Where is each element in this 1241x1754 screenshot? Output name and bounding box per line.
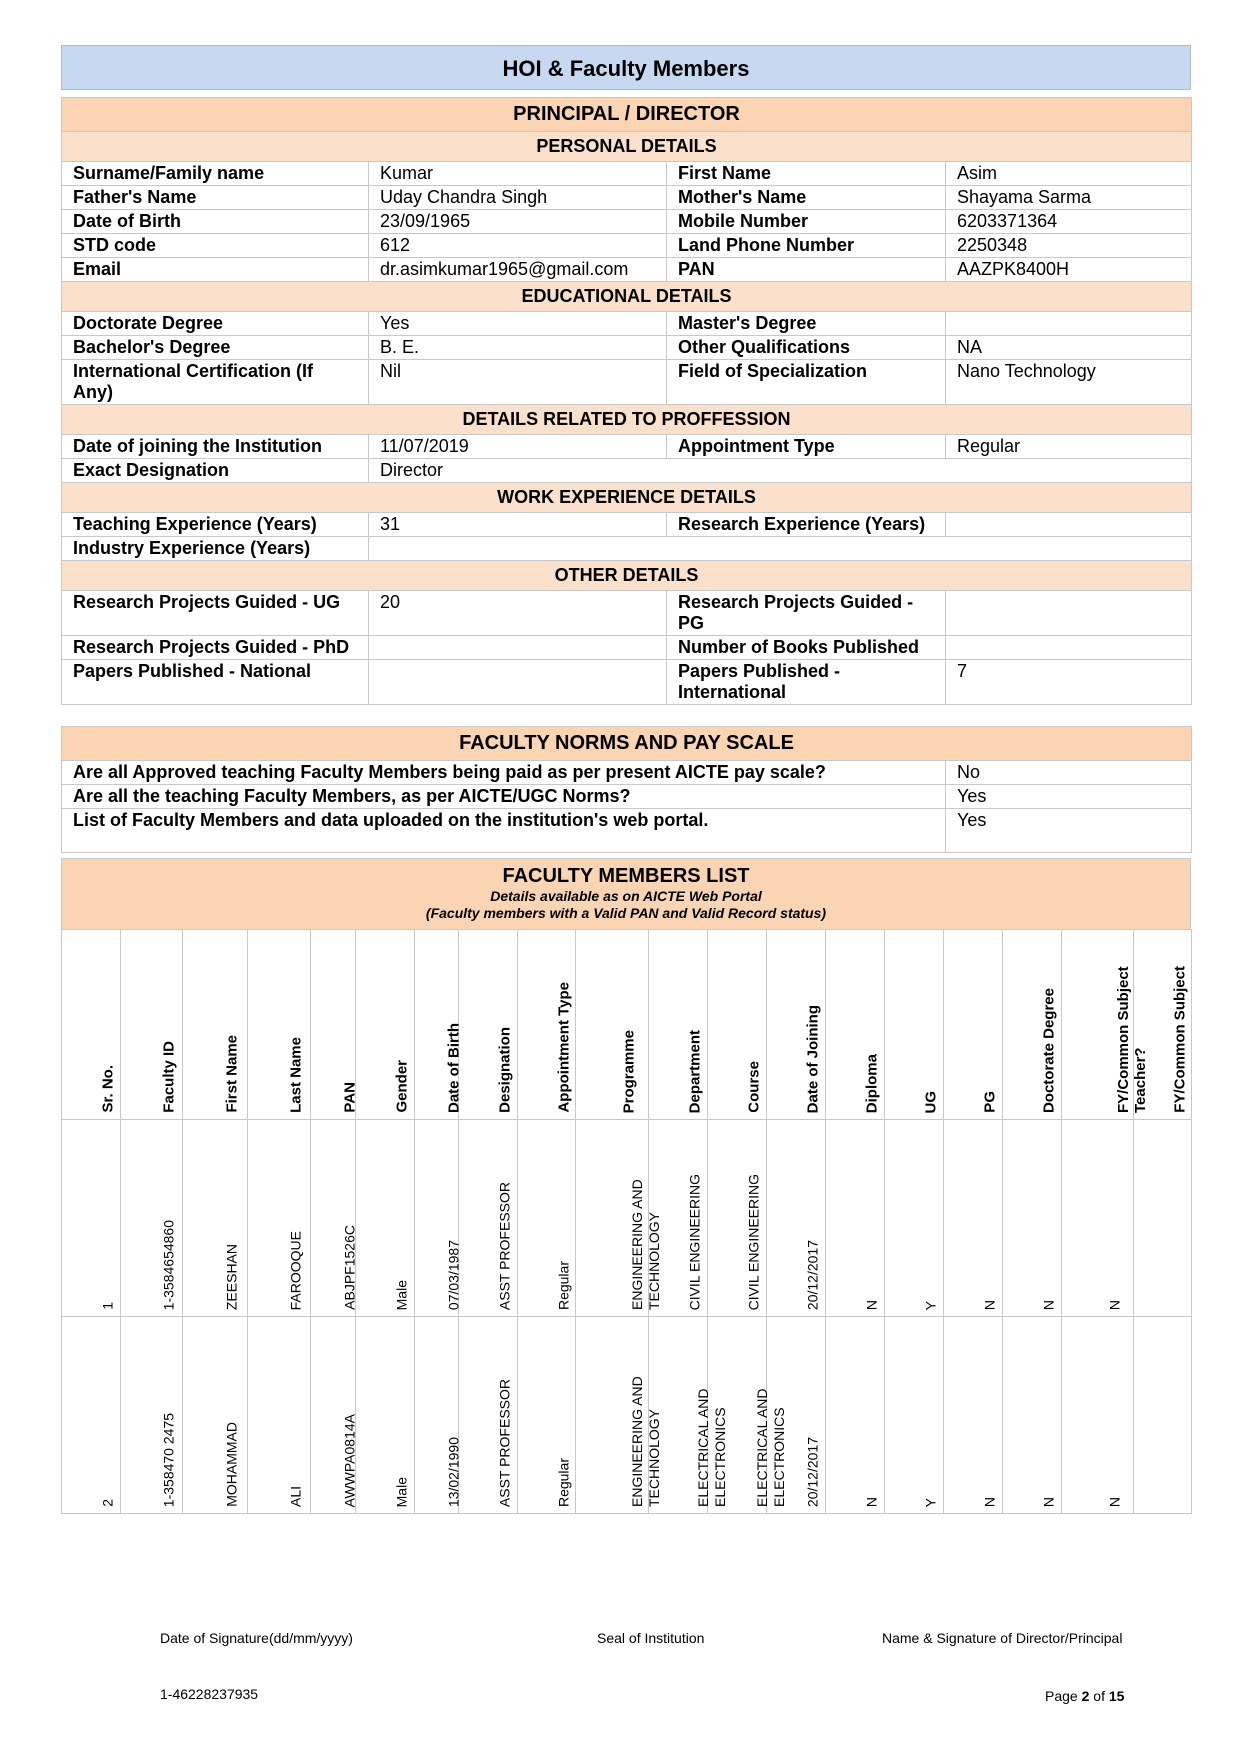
label: Bachelor's Degree — [62, 336, 369, 360]
label: Other Qualifications — [667, 336, 946, 360]
column-header — [1003, 930, 1062, 1120]
value — [369, 660, 667, 705]
norms-question: Are all the teaching Faculty Members, as per AICTE/UGC Norms? — [62, 785, 946, 809]
personal-row — [62, 234, 1192, 258]
cell-text: 1 — [99, 1302, 116, 1310]
profession-row — [62, 435, 1192, 459]
education-row — [62, 336, 1192, 360]
label: Date of joining the Institution — [62, 435, 369, 459]
column-header — [121, 930, 183, 1120]
value: 20 — [369, 591, 667, 636]
cell-text: N — [863, 1299, 880, 1310]
profession-details-heading: DETAILS RELATED TO PROFFESSION — [62, 405, 1192, 435]
faculty-table — [61, 929, 1192, 1514]
norms-heading: FACULTY NORMS AND PAY SCALE — [62, 727, 1192, 761]
cell-text: 13/02/1990 — [445, 1436, 461, 1507]
table-cell — [649, 1317, 728, 1514]
cell-text: Male — [393, 1279, 410, 1310]
cell-text: 20/12/2017 — [804, 1239, 821, 1310]
table-row — [62, 1317, 1192, 1514]
value: NA — [946, 336, 1192, 360]
cell-text: Y — [922, 1497, 939, 1507]
norms-question: List of Faculty Members and data uploaded on the institution's web portal. — [62, 809, 946, 853]
column-header — [356, 930, 415, 1120]
cell-text: ENGINEERING AND TECHNOLOGY — [629, 1179, 662, 1310]
column-header — [944, 930, 1003, 1120]
personal-row — [62, 258, 1192, 282]
column-header-label: Last Name — [287, 1037, 305, 1113]
label: Research Projects Guided - PhD — [62, 636, 369, 660]
label: Email — [62, 258, 369, 282]
cell-text: MOHAMMAD — [223, 1422, 240, 1507]
principal-section — [61, 97, 1191, 705]
education-row — [62, 312, 1192, 336]
value: 23/09/1965 — [369, 210, 667, 234]
norms-answer: Yes — [946, 809, 1192, 853]
principal-table — [61, 97, 1192, 705]
label: Teaching Experience (Years) — [62, 513, 369, 537]
column-header — [885, 930, 944, 1120]
norms-answer: No — [946, 761, 1192, 785]
label: PAN — [667, 258, 946, 282]
table-cell — [518, 1120, 576, 1317]
column-header — [767, 930, 826, 1120]
cell-text: N — [981, 1496, 998, 1507]
value — [369, 636, 667, 660]
value: Kumar — [369, 162, 667, 186]
label: Number of Books Published — [667, 636, 946, 660]
label: Appointment Type — [667, 435, 946, 459]
column-header-label: FY/Common Subject Teacher? — [1114, 966, 1149, 1113]
label: Industry Experience (Years) — [62, 537, 369, 561]
column-header-label: First Name — [223, 1035, 241, 1113]
column-header — [248, 930, 311, 1120]
principal-heading: PRINCIPAL / DIRECTOR — [62, 98, 1192, 132]
label: Mobile Number — [667, 210, 946, 234]
cell-text: 1-3584654860 — [160, 1219, 176, 1310]
column-header-label: Diploma — [863, 1053, 881, 1113]
table-cell — [1003, 1317, 1062, 1514]
column-header — [311, 930, 359, 1120]
page-of: of — [1089, 1688, 1109, 1704]
education-row — [62, 360, 1192, 405]
value: 2250348 — [946, 234, 1192, 258]
document-id: 1-46228237935 — [160, 1686, 259, 1702]
page-number: 2 — [1081, 1688, 1090, 1704]
table-cell — [459, 1120, 518, 1317]
column-header-label: Appointment Type — [555, 982, 572, 1113]
value: Regular — [946, 435, 1192, 459]
table-cell — [415, 1120, 459, 1317]
cell-text: CIVIL ENGINEERING — [745, 1173, 762, 1310]
value: 11/07/2019 — [369, 435, 667, 459]
page-prefix: Page — [1045, 1688, 1082, 1704]
cell-text: ABJPF1526C — [341, 1225, 358, 1310]
director-signature-label: Name & Signature of Director/Principal — [882, 1630, 1123, 1646]
column-header — [183, 930, 248, 1120]
table-cell — [826, 1317, 885, 1514]
other-row — [62, 636, 1192, 660]
seal-of-institution-label: Seal of Institution — [597, 1630, 705, 1646]
table-cell — [885, 1120, 944, 1317]
cell-text: ASST PROFESSOR — [496, 1181, 513, 1310]
column-header-label: Programme — [620, 1029, 638, 1113]
cell-text: Male — [393, 1476, 410, 1507]
table-cell — [1003, 1120, 1062, 1317]
work-row — [62, 513, 1192, 537]
table-cell — [459, 1317, 518, 1514]
cell-text: Y — [922, 1300, 939, 1310]
personal-row — [62, 162, 1192, 186]
table-cell — [121, 1317, 183, 1514]
work-row — [62, 537, 1192, 561]
cell-text: ELECTRICAL AND ELECTRONICS — [754, 1388, 787, 1507]
table-cell — [944, 1317, 1003, 1514]
value — [369, 537, 1192, 561]
cell-text: ASST PROFESSOR — [496, 1378, 513, 1507]
value: 612 — [369, 234, 667, 258]
value: 7 — [946, 660, 1192, 705]
table-cell — [767, 1317, 826, 1514]
educational-details-heading: EDUCATIONAL DETAILS — [62, 282, 1192, 312]
norms-question: Are all Approved teaching Faculty Members being paid as per present AICTE pay scale? — [62, 761, 946, 785]
table-cell — [708, 1120, 767, 1317]
personal-row — [62, 186, 1192, 210]
norms-row — [62, 785, 1192, 809]
column-header — [649, 930, 708, 1120]
table-cell — [1134, 1317, 1192, 1514]
table-cell — [1062, 1317, 1134, 1514]
value: Yes — [369, 312, 667, 336]
table-cell — [311, 1317, 356, 1514]
column-header-label: Sr. No. — [99, 1065, 117, 1113]
column-header-label: Date of Birth — [445, 1023, 462, 1113]
cell-text: ELECTRICAL AND ELECTRONICS — [695, 1388, 728, 1507]
label: Master's Degree — [667, 312, 946, 336]
cell-text: N — [1040, 1299, 1057, 1310]
column-header — [459, 930, 518, 1120]
table-cell — [518, 1317, 576, 1514]
value: Shayama Sarma — [946, 186, 1192, 210]
label: Surname/Family name — [62, 162, 369, 186]
value: dr.asimkumar1965@gmail.com — [369, 258, 667, 282]
column-header-label: Designation — [496, 1027, 514, 1113]
table-cell — [248, 1120, 311, 1317]
value: B. E. — [369, 336, 667, 360]
column-header-label: Faculty ID — [160, 1041, 177, 1113]
table-cell — [1134, 1120, 1192, 1317]
table-cell — [356, 1317, 415, 1514]
norms-row — [62, 809, 1192, 853]
label: First Name — [667, 162, 946, 186]
table-cell — [248, 1317, 311, 1514]
label: Exact Designation — [62, 459, 369, 483]
label: Papers Published - International — [667, 660, 946, 705]
table-cell — [576, 1120, 662, 1317]
cell-text: 20/12/2017 — [804, 1436, 821, 1507]
cell-text: Regular — [555, 1260, 571, 1310]
table-cell — [183, 1120, 248, 1317]
label: Field of Specialization — [667, 360, 946, 405]
cell-text: 2 — [99, 1499, 116, 1507]
value: Uday Chandra Singh — [369, 186, 667, 210]
value — [946, 636, 1192, 660]
column-header — [518, 930, 576, 1120]
value: Director — [369, 459, 1192, 483]
column-header — [708, 930, 767, 1120]
column-header-label: PAN — [341, 1082, 359, 1113]
table-cell — [944, 1120, 1003, 1317]
cell-text: ZEESHAN — [223, 1243, 240, 1310]
cell-text: FAROOQUE — [287, 1230, 304, 1310]
label: Research Projects Guided - PG — [667, 591, 946, 636]
faculty-list-subtitle-note: (Faculty members with a Valid PAN and Valid Record status) — [425, 905, 827, 921]
value: 31 — [369, 513, 667, 537]
cell-text: N — [863, 1496, 880, 1507]
column-header — [576, 930, 649, 1120]
value — [946, 513, 1192, 537]
table-cell — [356, 1120, 415, 1317]
cell-text: 1-358470 2475 — [160, 1412, 176, 1507]
value: 6203371364 — [946, 210, 1192, 234]
date-of-signature-label: Date of Signature(dd/mm/yyyy) — [160, 1630, 353, 1646]
value: Nil — [369, 360, 667, 405]
cell-text: ENGINEERING AND TECHNOLOGY — [629, 1376, 662, 1507]
faculty-list-subtitle: Details available as on AICTE Web Portal — [490, 888, 762, 904]
column-header — [62, 930, 121, 1120]
column-header — [826, 930, 885, 1120]
cell-text: N — [1106, 1299, 1122, 1310]
page-title: HOI & Faculty Members — [61, 45, 1191, 90]
value: Nano Technology — [946, 360, 1192, 405]
column-header-label: Date of Joining — [804, 1004, 822, 1113]
profession-row — [62, 459, 1192, 483]
label: Research Experience (Years) — [667, 513, 946, 537]
norms-row — [62, 761, 1192, 785]
table-cell — [649, 1120, 708, 1317]
table-cell — [576, 1317, 662, 1514]
table-cell — [708, 1317, 787, 1514]
value: Asim — [946, 162, 1192, 186]
cell-text: Regular — [555, 1457, 571, 1507]
value — [946, 312, 1192, 336]
page-indicator — [1045, 1688, 1124, 1704]
norms-table — [61, 726, 1192, 853]
column-header-label: Department — [686, 1029, 704, 1113]
faculty-list-header — [61, 858, 1191, 930]
table-cell — [121, 1120, 183, 1317]
cell-text: ALI — [287, 1485, 304, 1507]
label: Research Projects Guided - UG — [62, 591, 369, 636]
label: Doctorate Degree — [62, 312, 369, 336]
page-total: 15 — [1108, 1688, 1125, 1704]
faculty-list-section — [61, 858, 1191, 1514]
table-cell — [885, 1317, 944, 1514]
column-header-label: Gender — [393, 1060, 411, 1113]
table-cell — [311, 1120, 356, 1317]
table-cell — [183, 1317, 248, 1514]
norms-answer: Yes — [946, 785, 1192, 809]
column-header-label: UG — [922, 1090, 940, 1113]
label: Mother's Name — [667, 186, 946, 210]
label: Father's Name — [62, 186, 369, 210]
table-cell — [767, 1120, 826, 1317]
personal-details-heading: PERSONAL DETAILS — [62, 132, 1192, 162]
label: Land Phone Number — [667, 234, 946, 258]
norms-section — [61, 726, 1191, 853]
other-details-heading: OTHER DETAILS — [62, 561, 1192, 591]
column-header-label: PG — [981, 1091, 999, 1113]
column-header — [415, 930, 462, 1120]
other-row — [62, 660, 1192, 705]
cell-text: AWWPA0814A — [341, 1413, 358, 1507]
personal-row — [62, 210, 1192, 234]
cell-text: N — [1106, 1496, 1122, 1507]
column-header — [1134, 930, 1192, 1120]
value — [946, 591, 1192, 636]
faculty-table-header-row — [62, 930, 1192, 1120]
table-row — [62, 1120, 1192, 1317]
value: AAZPK8400H — [946, 258, 1192, 282]
table-cell — [415, 1317, 459, 1514]
table-cell — [62, 1120, 121, 1317]
table-cell — [1062, 1120, 1134, 1317]
cell-text: N — [1040, 1496, 1057, 1507]
column-header — [1062, 930, 1149, 1120]
table-cell — [62, 1317, 121, 1514]
other-row — [62, 591, 1192, 636]
cell-text: CIVIL ENGINEERING — [686, 1173, 703, 1310]
work-experience-heading: WORK EXPERIENCE DETAILS — [62, 483, 1192, 513]
column-header-label: Doctorate Degree — [1040, 987, 1058, 1113]
column-header-label: Course — [745, 1061, 763, 1113]
cell-text: 07/03/1987 — [445, 1239, 461, 1310]
column-header-label: FY/Common Subject — [1171, 966, 1188, 1113]
label: Papers Published - National — [62, 660, 369, 705]
cell-text: N — [981, 1299, 998, 1310]
label: Date of Birth — [62, 210, 369, 234]
faculty-list-title: FACULTY MEMBERS LIST — [502, 865, 750, 887]
label: International Certification (If Any) — [62, 360, 369, 405]
table-cell — [826, 1120, 885, 1317]
label: STD code — [62, 234, 369, 258]
